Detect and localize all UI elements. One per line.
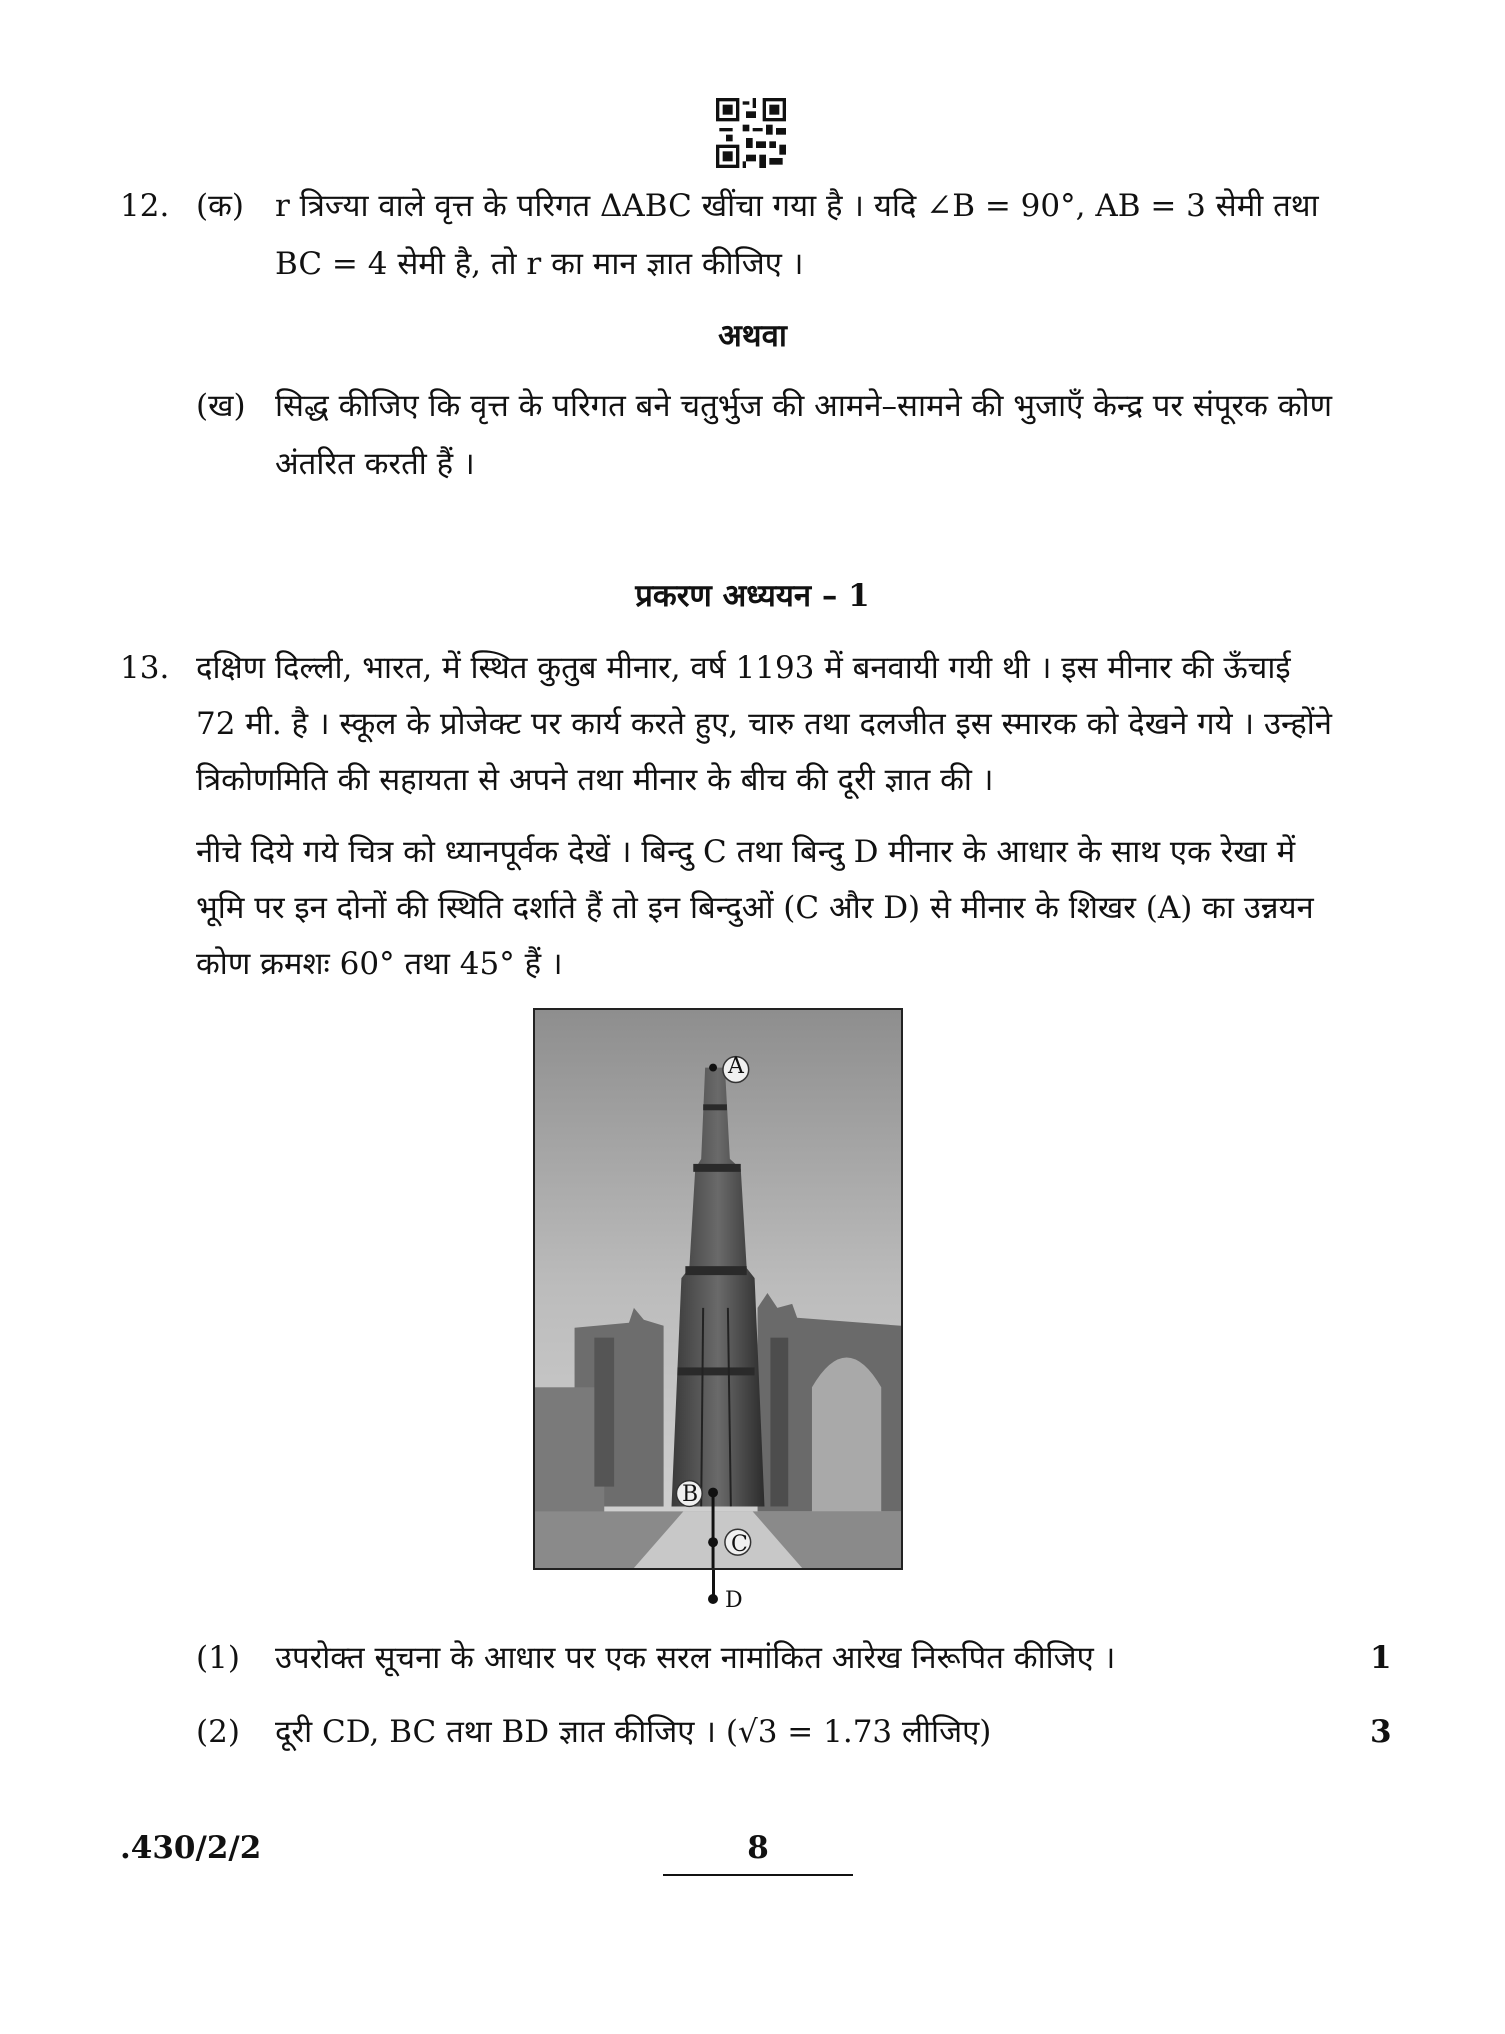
q12-part-b-label: (ख) <box>196 388 246 424</box>
q13-sub2-label: (2) <box>196 1714 240 1750</box>
q12-part-a-line1: r त्रिज्या वाले वृत्त के परिगत ΔABC खींचा गया है । यदि ∠B = 90°, AB = 3 सेमी तथा <box>275 188 1319 224</box>
qutub-minar-photo <box>533 1008 903 1570</box>
figure-label-a: A <box>728 1054 744 1079</box>
q13-para2-line2: भूमि पर इन दोनों की स्थिति दर्शाते हैं तो इन बिन्दुओं (C और D) से मीनार के शिखर (A) का उन्नयन <box>196 890 1314 926</box>
q13-para2-line1: नीचे दिये गये चित्र को ध्यानपूर्वक देखें । बिन्दु C तथा बिन्दु D मीनार के आधार के साथ एक रेखा में <box>196 834 1296 870</box>
figure-label-b: B <box>682 1482 699 1507</box>
q12-number: 12. <box>120 188 170 224</box>
q13-para2-line3: कोण क्रमशः 60° तथा 45° हैं । <box>196 946 563 982</box>
q13-sub1-label: (1) <box>196 1640 240 1676</box>
q13-sub2-text: दूरी CD, BC तथा BD ज्ञात कीजिए । (√3 = 1.73 लीजिए) <box>275 1714 992 1750</box>
q13-para1-line1: दक्षिण दिल्ली, भारत, में स्थित कुतुब मीनार, वर्ष 1193 में बनवायी गयी थी । इस मीनार की ऊँचाई <box>196 650 1291 686</box>
q13-sub2-marks: 3 <box>1370 1714 1392 1750</box>
point-d-dot <box>708 1594 718 1604</box>
case-study-heading: प्रकरण अध्ययन – 1 <box>635 578 870 614</box>
figure-label-d: D <box>725 1588 743 1613</box>
q12-part-b-line2: अंतरित करती हैं । <box>275 446 475 482</box>
footer-page-number: 8 <box>747 1830 769 1866</box>
figure-label-c: C <box>731 1532 748 1557</box>
q12-or-heading: अथवा <box>718 318 787 354</box>
q12-part-b-line1: सिद्ध कीजिए कि वृत्त के परिगत बने चतुर्भुज की आमने–सामने की भुजाएँ केन्द्र पर संपूरक कोण <box>275 388 1333 424</box>
q13-para1-line2: 72 मी. है । स्कूल के प्रोजेक्ट पर कार्य करते हुए, चारु तथा दलजीत इस स्मारक को देखने गये । उन्होंने <box>196 706 1332 742</box>
q13-number: 13. <box>120 650 170 686</box>
qr-code-icon <box>716 98 786 168</box>
q13-sub1-text: उपरोक्त सूचना के आधार पर एक सरल नामांकित आरेख निरूपित कीजिए । <box>275 1640 1116 1676</box>
footer-rule <box>663 1874 853 1876</box>
q13-para1-line3: त्रिकोणमिति की सहायता से अपने तथा मीनार के बीच की दूरी ज्ञात की । <box>196 762 994 798</box>
q12-part-a-line2: BC = 4 सेमी है, तो r का मान ज्ञात कीजिए । <box>275 246 804 282</box>
q12-part-a-label: (क) <box>196 188 244 224</box>
q13-sub1-marks: 1 <box>1370 1640 1392 1676</box>
footer-paper-code: .430/2/2 <box>120 1830 262 1866</box>
